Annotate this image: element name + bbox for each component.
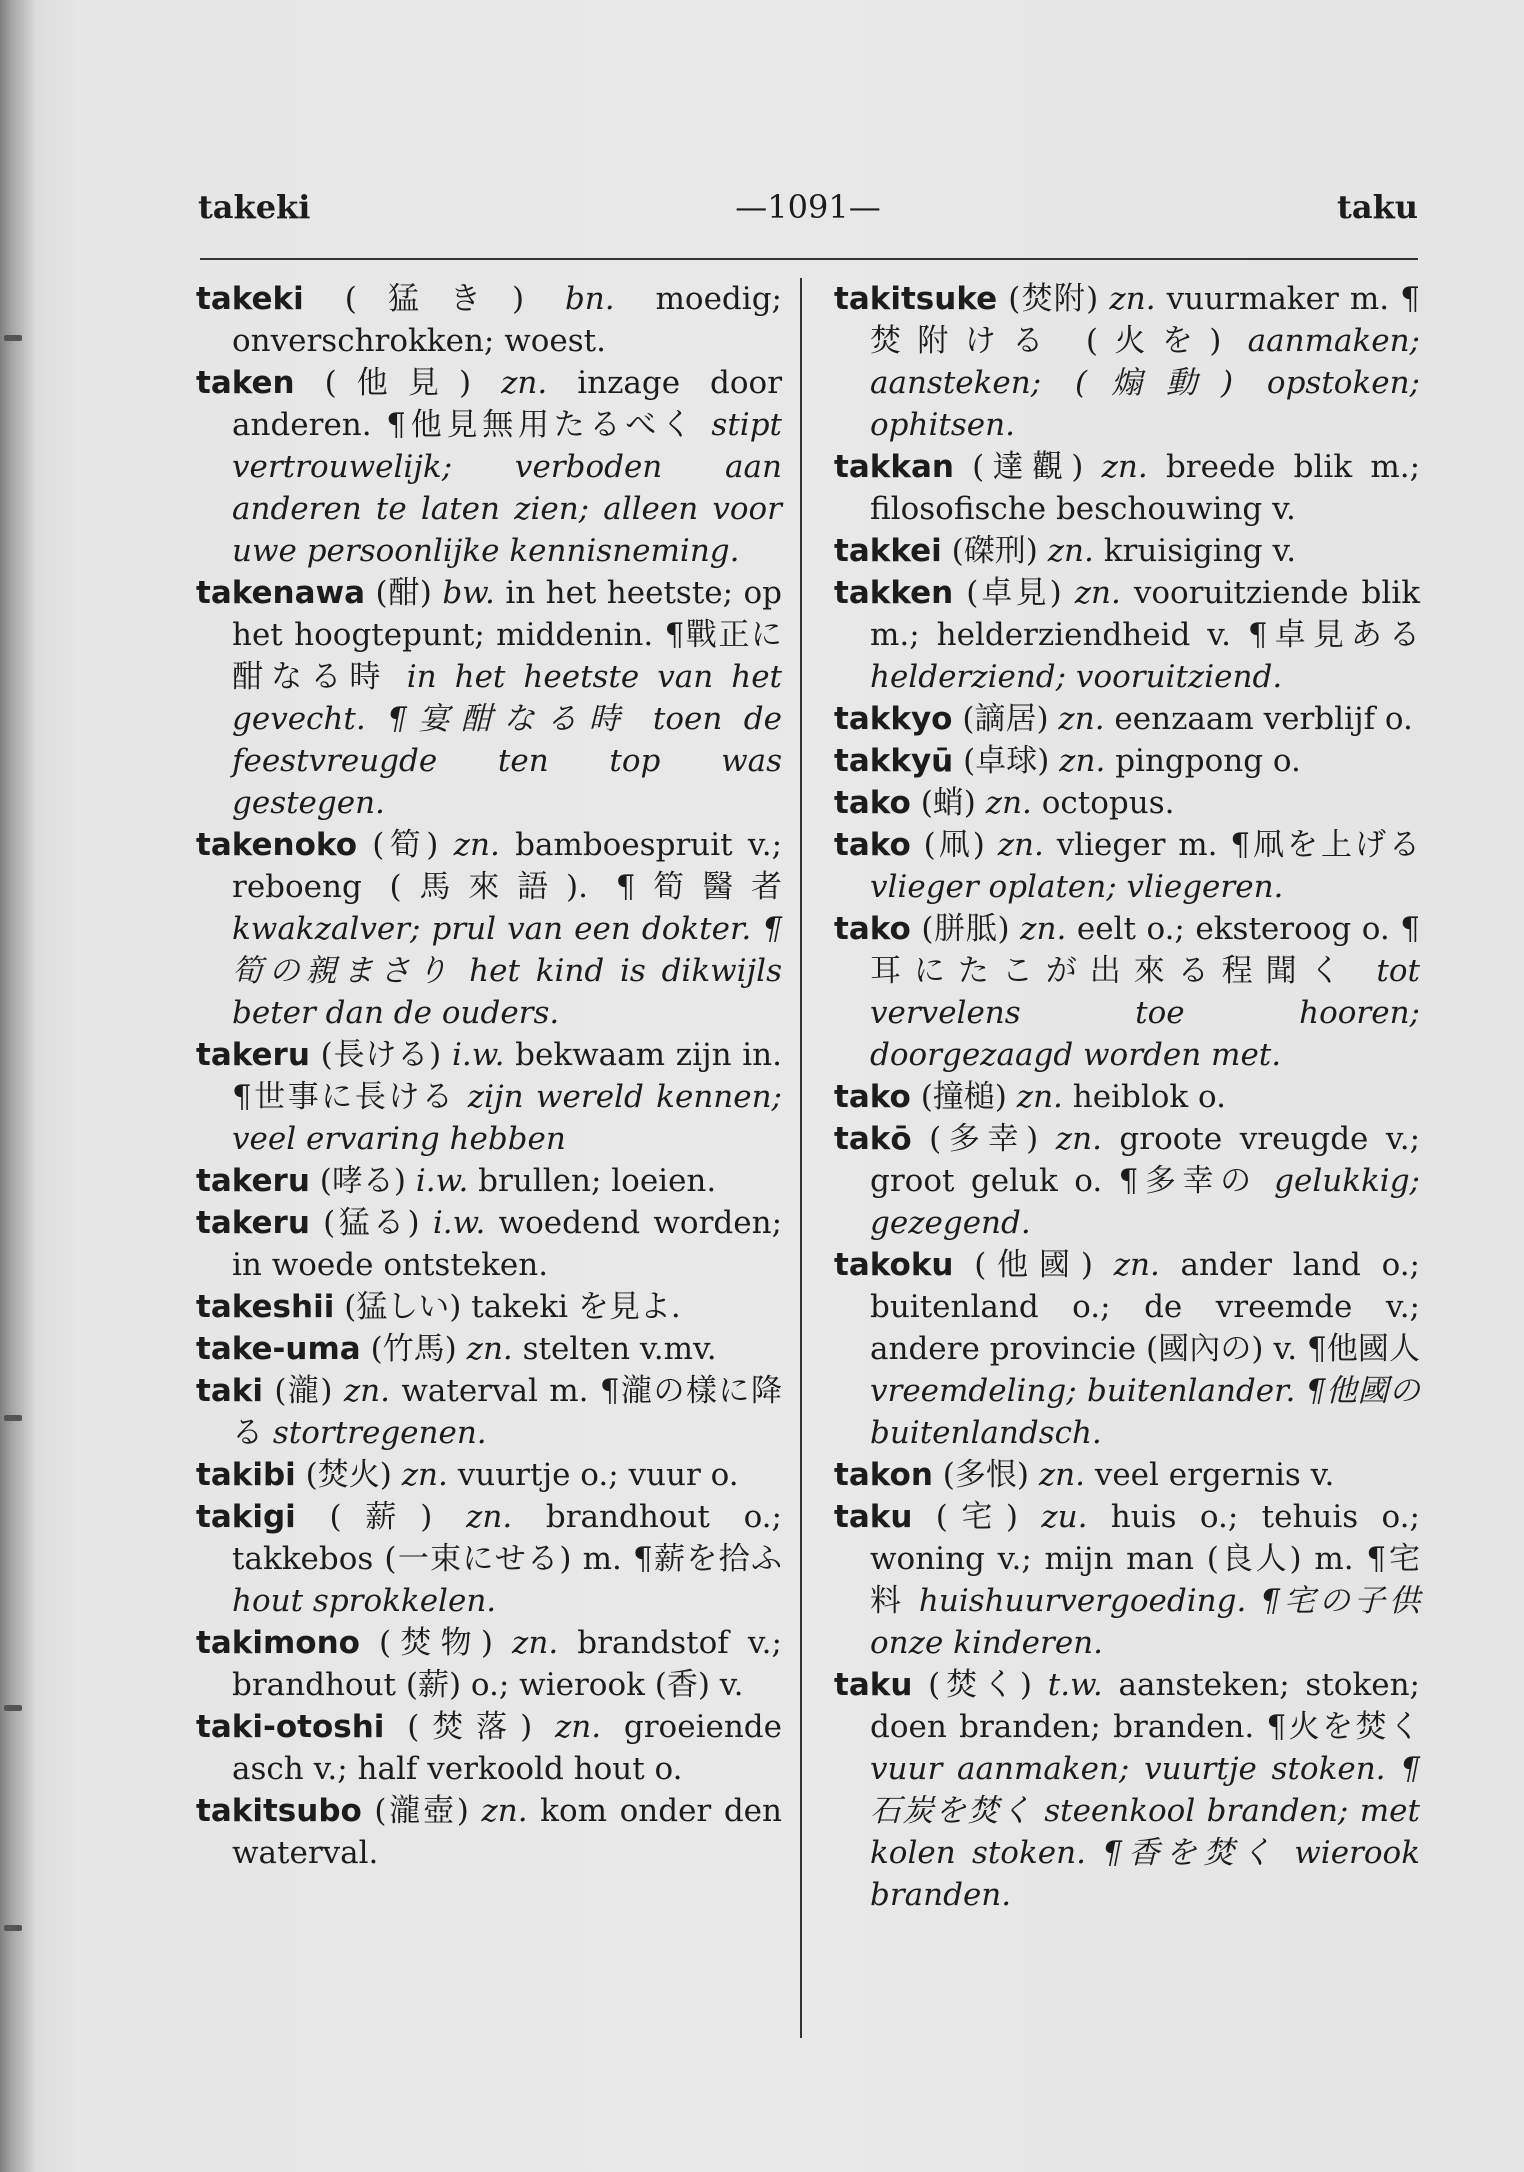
header-rule	[200, 258, 1418, 260]
headword: taken	[196, 365, 295, 401]
headword: takkyū	[834, 743, 954, 779]
grammar-label: zn.	[1074, 575, 1121, 611]
dictionary-entry	[834, 1454, 1420, 1496]
dictionary-entry	[196, 1202, 782, 1286]
kanji-form: (達觀)	[972, 449, 1084, 485]
headword: takigi	[196, 1499, 296, 1535]
dictionary-entry	[196, 572, 782, 824]
headword: takimono	[196, 1625, 360, 1661]
example: kwakzalver; prul van een dokter. ¶筍の親まさり het kind is dikwijls beter dan de ouders.	[232, 911, 782, 1031]
dictionary-entry	[196, 362, 782, 572]
headword: taki-otoshi	[196, 1709, 385, 1745]
binding-stitch	[4, 335, 22, 341]
grammar-label: zn.	[512, 1625, 559, 1661]
headword: takenawa	[196, 575, 366, 611]
example: in het heetste van het gevecht. ¶宴酣なる時 toen de feestvreugde ten top was gestegen.	[232, 659, 783, 821]
example: tot vervelens toe hooren; doorgezaagd worden met.	[870, 953, 1421, 1073]
kanji-form: (猛る)	[323, 1205, 420, 1241]
grammar-label: zn.	[1055, 1121, 1102, 1157]
definition: bamboespruit v.; reboeng (馬來語). ¶筍醫者	[232, 827, 783, 905]
page-header	[198, 188, 1418, 238]
dictionary-entry	[196, 278, 782, 362]
example: aanmaken; aansteken; (煽動) opstoken; ophitsen.	[870, 323, 1421, 443]
grammar-label: t.w.	[1047, 1667, 1103, 1703]
definition: waterval m. ¶瀧の樣に降る	[232, 1373, 782, 1451]
dictionary-entry	[834, 1118, 1420, 1244]
kanji-form: (多幸)	[929, 1121, 1039, 1157]
headword: takeshii	[196, 1289, 335, 1325]
definition: aansteken; stoken; doen branden; branden. ¶火を焚く	[870, 1667, 1420, 1745]
example: vlieger oplaten; vliegeren.	[870, 869, 1284, 905]
grammar-label: zn.	[1113, 1247, 1160, 1283]
dictionary-entry	[834, 446, 1420, 530]
definition: bekwaam zijn in. ¶世事に長ける	[232, 1037, 782, 1115]
dictionary-entry	[196, 1286, 782, 1328]
kanji-form: (磔刑)	[951, 533, 1038, 569]
grammar-label: i.w.	[451, 1037, 505, 1073]
dictionary-entry	[834, 908, 1420, 1076]
definition: brandstof v.; brandhout (薪) o.; wierook (香) v.	[232, 1625, 782, 1703]
kanji-form: (猛しい)	[344, 1289, 462, 1325]
definition: woedend worden; in woede ontsteken.	[232, 1205, 783, 1283]
grammar-label: zn.	[453, 827, 500, 863]
kanji-form: (焚附)	[1008, 281, 1099, 317]
dictionary-entry	[196, 1622, 782, 1706]
definition: stelten v.mv.	[522, 1331, 717, 1367]
headword: takeru	[196, 1037, 310, 1073]
kanji-form: (薪)	[329, 1499, 433, 1535]
headword: taki	[196, 1373, 263, 1409]
grammar-label: zn.	[1020, 911, 1067, 947]
headword: takenoko	[196, 827, 357, 863]
grammar-label: zn.	[985, 785, 1032, 821]
dictionary-entry	[196, 1454, 782, 1496]
headword: takibi	[196, 1457, 296, 1493]
dictionary-entry	[196, 1328, 782, 1370]
dictionary-entry	[196, 1160, 782, 1202]
definition: groote vreugde v.; groot geluk o. ¶多幸の	[870, 1121, 1421, 1199]
binding-stitch	[4, 1705, 22, 1711]
header-left-guideword: takeki	[198, 188, 311, 226]
headword: takeru	[196, 1205, 310, 1241]
definition: veel ergernis v.	[1094, 1457, 1335, 1493]
headword: takitsubo	[196, 1793, 362, 1829]
dictionary-entry	[196, 1034, 782, 1160]
kanji-form: (瀧)	[274, 1373, 333, 1409]
example: gelukkig; gezegend.	[870, 1163, 1420, 1241]
dictionary-entry	[834, 1244, 1420, 1454]
kanji-form: (卓見)	[966, 575, 1062, 611]
dictionary-entry	[196, 1370, 782, 1454]
kanji-form: (焚物)	[379, 1625, 493, 1661]
grammar-label: zn.	[1101, 449, 1148, 485]
definition: octopus.	[1041, 785, 1175, 821]
headword: tako	[834, 1079, 911, 1115]
grammar-label: i.w.	[432, 1205, 486, 1241]
header-right-guideword: taku	[1337, 188, 1418, 226]
kanji-form: (謫居)	[962, 701, 1049, 737]
kanji-form: (瀧壺)	[374, 1793, 469, 1829]
definition: kruisiging v.	[1103, 533, 1297, 569]
dictionary-entry	[196, 824, 782, 1034]
dictionary-entry	[196, 1790, 782, 1874]
example: vuur aanmaken; vuurtje stoken. ¶石炭を焚く steenkool branden; met kolen stoken. ¶香を焚く wierook branden.	[870, 1751, 1420, 1913]
headword: tako	[834, 911, 911, 947]
grammar-label: zu.	[1041, 1499, 1088, 1535]
grammar-label: zn.	[466, 1331, 513, 1367]
grammar-label: zn.	[343, 1373, 390, 1409]
grammar-label: zn.	[1047, 533, 1094, 569]
definition: heiblok o.	[1072, 1079, 1227, 1115]
definition: vuurmaker m. ¶焚附ける (火を)	[870, 281, 1420, 359]
grammar-label: zn.	[1059, 743, 1106, 779]
example: zijn wereld kennen; veel ervaring hebben	[232, 1079, 782, 1157]
grammar-label: zn.	[1109, 281, 1156, 317]
kanji-form: (長ける)	[320, 1037, 442, 1073]
grammar-label: i.w.	[415, 1163, 469, 1199]
dictionary-entry	[834, 698, 1420, 740]
definition: eenzaam verblijf o.	[1114, 701, 1413, 737]
grammar-label: zn.	[554, 1709, 602, 1745]
kanji-form: (焚く)	[928, 1667, 1032, 1703]
kanji-form: (哮る)	[319, 1163, 406, 1199]
headword: takeru	[196, 1163, 310, 1199]
definition: huis o.; tehuis o.; woning v.; mijn man (良人) m. ¶宅料	[870, 1499, 1420, 1619]
definition: vuurtje o.; vuur o.	[457, 1457, 739, 1493]
headword: takken	[834, 575, 954, 611]
example: helderziend; vooruitziend.	[870, 659, 1283, 695]
definition: vooruitziende blik m.; helderziendheid v. ¶卓見ある	[870, 575, 1420, 653]
definition: inzage door anderen. ¶他見無用たるべく	[232, 365, 783, 443]
kanji-form: (他見)	[324, 365, 472, 401]
definition: breede blik m.; filosofische beschouwing v.	[870, 449, 1421, 527]
grammar-label: zn.	[1038, 1457, 1085, 1493]
kanji-form: (焚火)	[305, 1457, 392, 1493]
dictionary-entry	[834, 782, 1420, 824]
kanji-form: (撞槌)	[920, 1079, 1007, 1115]
definition: vlieger m. ¶凧を上げる	[1056, 827, 1420, 863]
kanji-form: (筍)	[372, 827, 439, 863]
grammar-label: zn.	[401, 1457, 448, 1493]
definition: kom onder den waterval.	[232, 1793, 782, 1871]
definition: brullen; loeien.	[478, 1163, 717, 1199]
dictionary-entry	[834, 1496, 1420, 1664]
headword: takkei	[834, 533, 942, 569]
headword: takitsuke	[834, 281, 998, 317]
headword: takō	[834, 1121, 912, 1157]
kanji-form: (他國)	[974, 1247, 1093, 1283]
book-gutter	[0, 0, 36, 2172]
example: stipt vertrouwelijk; verboden aan anderen te laten zien; alleen voor uwe persoonlijke kennisneming.	[232, 407, 783, 569]
kanji-form: (酣)	[375, 575, 432, 611]
headword: takkan	[834, 449, 954, 485]
kanji-form: (猛き)	[344, 281, 525, 317]
grammar-label: zn.	[1016, 1079, 1063, 1115]
right-column	[834, 278, 1420, 1916]
definition: eelt o.; eksteroog o. ¶耳にたこが出來る程聞く	[870, 911, 1421, 989]
headword: takon	[834, 1457, 933, 1493]
dictionary-entry	[196, 1496, 782, 1622]
headword: take-uma	[196, 1331, 361, 1367]
definition: in het heetste; op het hoogtepunt; middenin. ¶戰正に酣なる時	[232, 575, 783, 695]
example: huishuurvergoeding. ¶宅の子供 onze kinderen.	[870, 1583, 1421, 1661]
kanji-form: (多恨)	[942, 1457, 1029, 1493]
example: stortregenen.	[272, 1415, 487, 1451]
dictionary-entry	[196, 1706, 782, 1790]
kanji-form: (胼胝)	[921, 911, 1010, 947]
headword: takkyo	[834, 701, 953, 737]
grammar-label: zn.	[501, 365, 548, 401]
kanji-form: (卓球)	[963, 743, 1050, 779]
headword: takoku	[834, 1247, 954, 1283]
headword: taku	[834, 1667, 913, 1703]
headword: takeki	[196, 281, 304, 317]
definition: moedig; onverschrokken; woest.	[232, 281, 782, 359]
grammar-label: zn.	[997, 827, 1044, 863]
dictionary-entry	[834, 530, 1420, 572]
kanji-form: (蛸)	[920, 785, 976, 821]
definition: ander land o.; buitenland o.; de vreemde v.; andere provincie (國內の) v. ¶他國人	[870, 1247, 1420, 1367]
binding-stitch	[4, 1925, 22, 1931]
definition: brandhout o.; takkebos (一束にせる) m. ¶薪を拾ふ	[232, 1499, 782, 1577]
page-number: —1091—	[735, 188, 881, 226]
left-column	[196, 278, 782, 1874]
dictionary-entry	[834, 740, 1420, 782]
example: hout sprokkelen.	[232, 1583, 497, 1619]
grammar-label: bw.	[442, 575, 495, 611]
kanji-form: (凧)	[923, 827, 985, 863]
definition: groeiende asch v.; half verkoold hout o.	[232, 1709, 782, 1787]
dictionary-entry	[834, 278, 1420, 446]
headword: taku	[834, 1499, 913, 1535]
kanji-form: (宅)	[935, 1499, 1018, 1535]
headword: tako	[834, 785, 911, 821]
grammar-label: zn.	[481, 1793, 528, 1829]
kanji-form: (焚落)	[407, 1709, 533, 1745]
column-divider	[800, 278, 802, 2038]
example: vreemdeling; buitenlander. ¶他國の buitenlandsch.	[870, 1373, 1420, 1451]
dictionary-entry	[834, 1076, 1420, 1118]
dictionary-entry	[834, 824, 1420, 908]
grammar-label: zn.	[1058, 701, 1105, 737]
kanji-form: (竹馬)	[370, 1331, 457, 1367]
dictionary-entry	[834, 1664, 1420, 1916]
headword: tako	[834, 827, 911, 863]
binding-stitch	[4, 1415, 22, 1421]
grammar-label: zn.	[466, 1499, 513, 1535]
definition: takeki を見よ.	[471, 1289, 681, 1325]
definition: pingpong o.	[1115, 743, 1301, 779]
grammar-label: bn.	[564, 281, 615, 317]
dictionary-entry	[834, 572, 1420, 698]
